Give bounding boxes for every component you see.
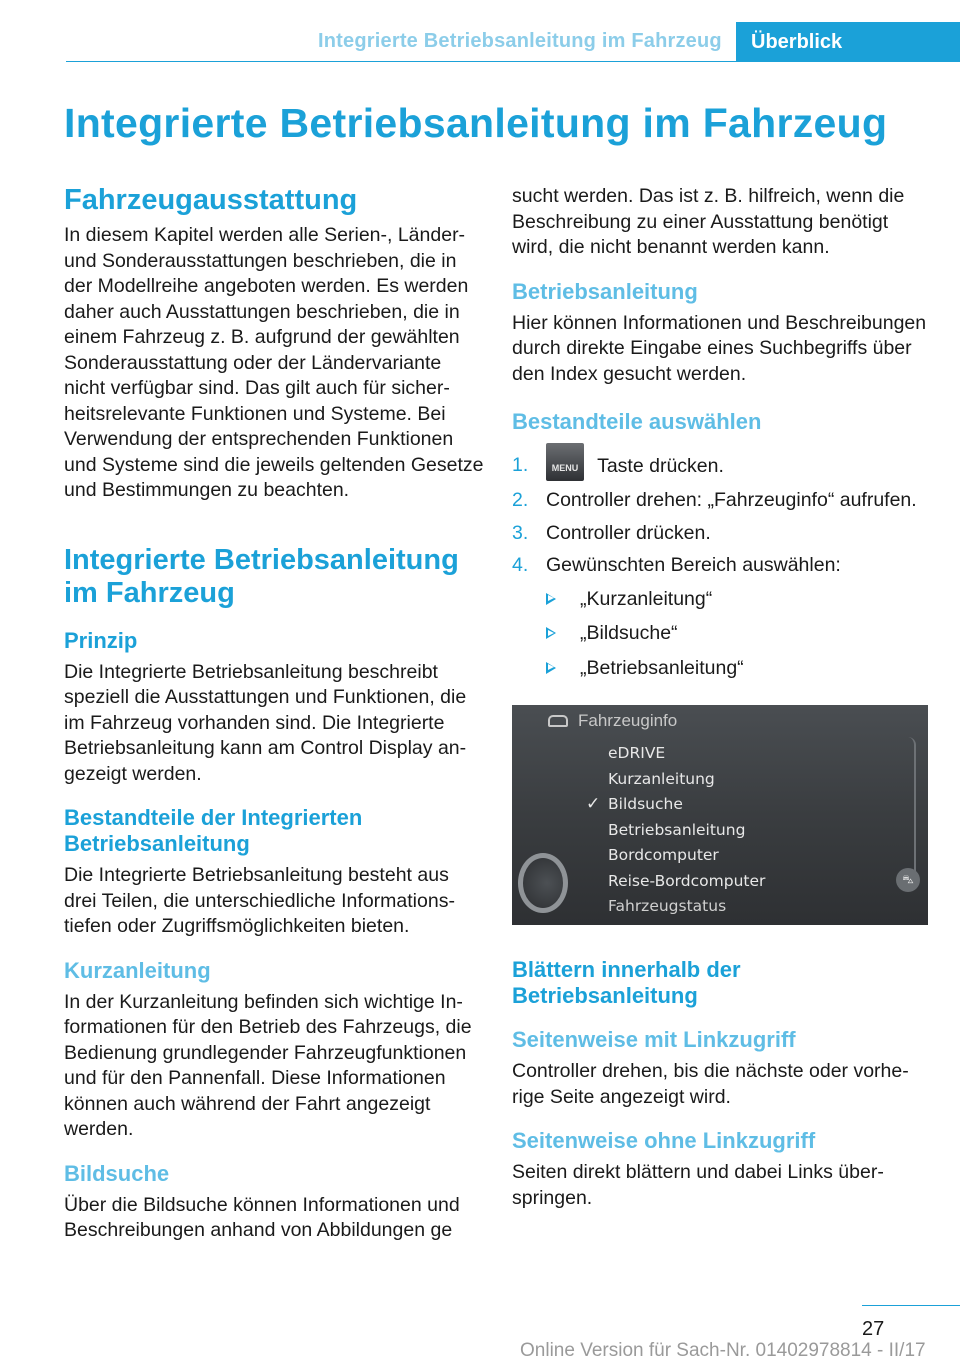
steps-list (512, 453, 932, 579)
heading-prinzip: Prinzip (64, 627, 138, 653)
heading-kurzanleitung: Kurzanleitung (64, 957, 211, 983)
text-bildsuche: Über die Bildsuche können Informationen und Beschreibungen anhand von Abbildungen ge (64, 1193, 460, 1241)
footer-divider (862, 1305, 960, 1306)
text-ohne-linkzugriff: Seiten direkt blättern und dabei Links überspringen. (512, 1161, 884, 1209)
step-number: 2. (512, 489, 529, 511)
left-column (64, 184, 484, 1244)
text-bestandteile: Die Integrierte Betriebsanleitung besteht aus drei Teilen, die unterschiedliche Informationstiefen oder Zugriffsmöglichkeiten bieten. (64, 864, 455, 937)
page-title: Integrierte Betriebsanleitung im Fahrzeug (64, 100, 888, 146)
heading-blaettern: Blättern innerhalb der Betriebsanleitung (512, 957, 741, 1008)
step-text: Taste drücken. (597, 455, 724, 478)
right-column (512, 184, 932, 1211)
option-text: „Bildsuche“ (580, 622, 678, 644)
scroll-arc (908, 737, 916, 887)
step-number: 1. (512, 454, 529, 476)
page-number: 27 (862, 1318, 885, 1340)
text-kurzanleitung: In der Kurzanleitung befinden sich wichtige Informationen für den Betrieb des Fahrzeugs, die Bedienung grundlegender Fahrzeugfunktionen und für den Pannenfall. Diese Informationen können auch während der Fahrt angezeigt werden. (64, 990, 472, 1140)
checkmark-icon: ✓ (586, 794, 601, 814)
heading-bestandteile: Bestandteile der Integrierten Betriebsanleitung (64, 805, 363, 856)
heading-mit-linkzugriff: Seitenweise mit Linkzugriff (512, 1027, 796, 1052)
header-section-title: Integrierte Betriebsanleitung im Fahrzeug (318, 30, 722, 52)
triangle-bullet-icon (546, 627, 556, 639)
step-number: 3. (512, 521, 529, 544)
triangle-bullet-icon (546, 662, 556, 674)
step-item (512, 521, 932, 547)
text-betriebsanleitung: Hier können Informationen und Beschreibungen durch direkte Eingabe eines Suchbegriffs über den Index gesucht werden. (512, 311, 927, 385)
step-item (512, 553, 932, 579)
screen-menu-item: Reise-Bordcomputer (608, 871, 766, 890)
heading-betriebsanleitung: Betriebsanleitung (512, 278, 698, 304)
screen-menu-item: Bordcomputer (608, 846, 719, 864)
options-list (512, 587, 932, 682)
heading-integrierte-betriebsanleitung: Integrierte Betriebsanleitung im Fahrzeug (64, 543, 459, 609)
step-item (512, 453, 932, 481)
step-item (512, 488, 932, 514)
text-mit-linkzugriff: Controller drehen, bis die nächste oder vorherige Seite angezeigt wird. (512, 1060, 909, 1108)
controller-knob-icon (518, 853, 568, 913)
screen-menu-item: eDRIVE (608, 744, 666, 762)
header-divider (66, 61, 960, 62)
screen-menu-item-label: Bildsuche (608, 795, 683, 813)
screen-menu-item-selected (586, 792, 765, 818)
step-text: Controller drehen: „Fahrzeuginfo“ aufrufen. (546, 489, 917, 511)
control-display-screenshot (512, 705, 928, 925)
text-prinzip: Die Integrierte Betriebsanleitung beschreibt speziell die Ausstattungen und Funktionen, die im Fahrzeug vorhanden sind. Die Integrierte Betriebsanleitung kann am Control Display angezeigt werden. (64, 660, 467, 785)
screen-title: Fahrzeuginfo (578, 711, 678, 730)
step-text: Controller drücken. (546, 521, 711, 544)
car-icon (548, 715, 568, 727)
header-chapter-tab: Überblick (736, 22, 960, 62)
heading-bestandteile-auswaehlen: Bestandteile auswählen (512, 409, 762, 434)
page-header (0, 0, 960, 62)
step-number: 4. (512, 554, 529, 576)
heading-bildsuche: Bildsuche (64, 1160, 170, 1186)
car-status-button-icon: ⛍ (896, 868, 920, 892)
text-bildsuche-continued: sucht werden. Das ist z. B. hilfreich, wenn die Beschreibung zu einer Ausstattung benötigt wird, die nicht benannt werden kann. (512, 185, 905, 258)
online-version-watermark: Online Version für Sach-Nr. 01402978814 - II/17 (520, 1340, 926, 1361)
option-text: „Kurzanleitung“ (580, 587, 713, 610)
screen-menu-item: Betriebsanleitung (608, 820, 746, 839)
step-text: Gewünschten Bereich auswählen: (546, 554, 841, 576)
menu-button-icon (546, 443, 584, 481)
option-text: „Betriebsanleitung“ (580, 656, 744, 679)
heading-ohne-linkzugriff: Seitenweise ohne Linkzugriff (512, 1128, 816, 1153)
heading-fahrzeugausstattung: Fahrzeugausstattung (64, 184, 358, 216)
option-item (546, 621, 932, 647)
screen-menu (586, 741, 766, 920)
screen-menu-item: Kurzanleitung (608, 769, 715, 788)
text-fahrzeugausstattung: In diesem Kapitel werden alle Serien-, Länder- und Sonderausstattungen beschrieben, die in der Modellreihe angeboten werden. Es werden daher auch Ausstattungen beschrieben, die in einem Fahrzeug z. B. aufgrund der gewählten Sonderausstattung oder der Ländervariante nicht verfügbar sind. Das gilt auch für sicherheitsrelevante Funktionen und Systeme. Bei Verwendung der entsprechenden Funktionen und Systeme sind die jeweils geltenden Gesetze und Bestimmungen zu beachten. (64, 224, 484, 501)
option-item (546, 587, 932, 613)
option-item (546, 656, 932, 682)
screen-menu-item: Fahrzeugstatus (608, 897, 727, 915)
menu-button-label: MENU (551, 463, 579, 473)
triangle-bullet-icon (546, 593, 556, 605)
